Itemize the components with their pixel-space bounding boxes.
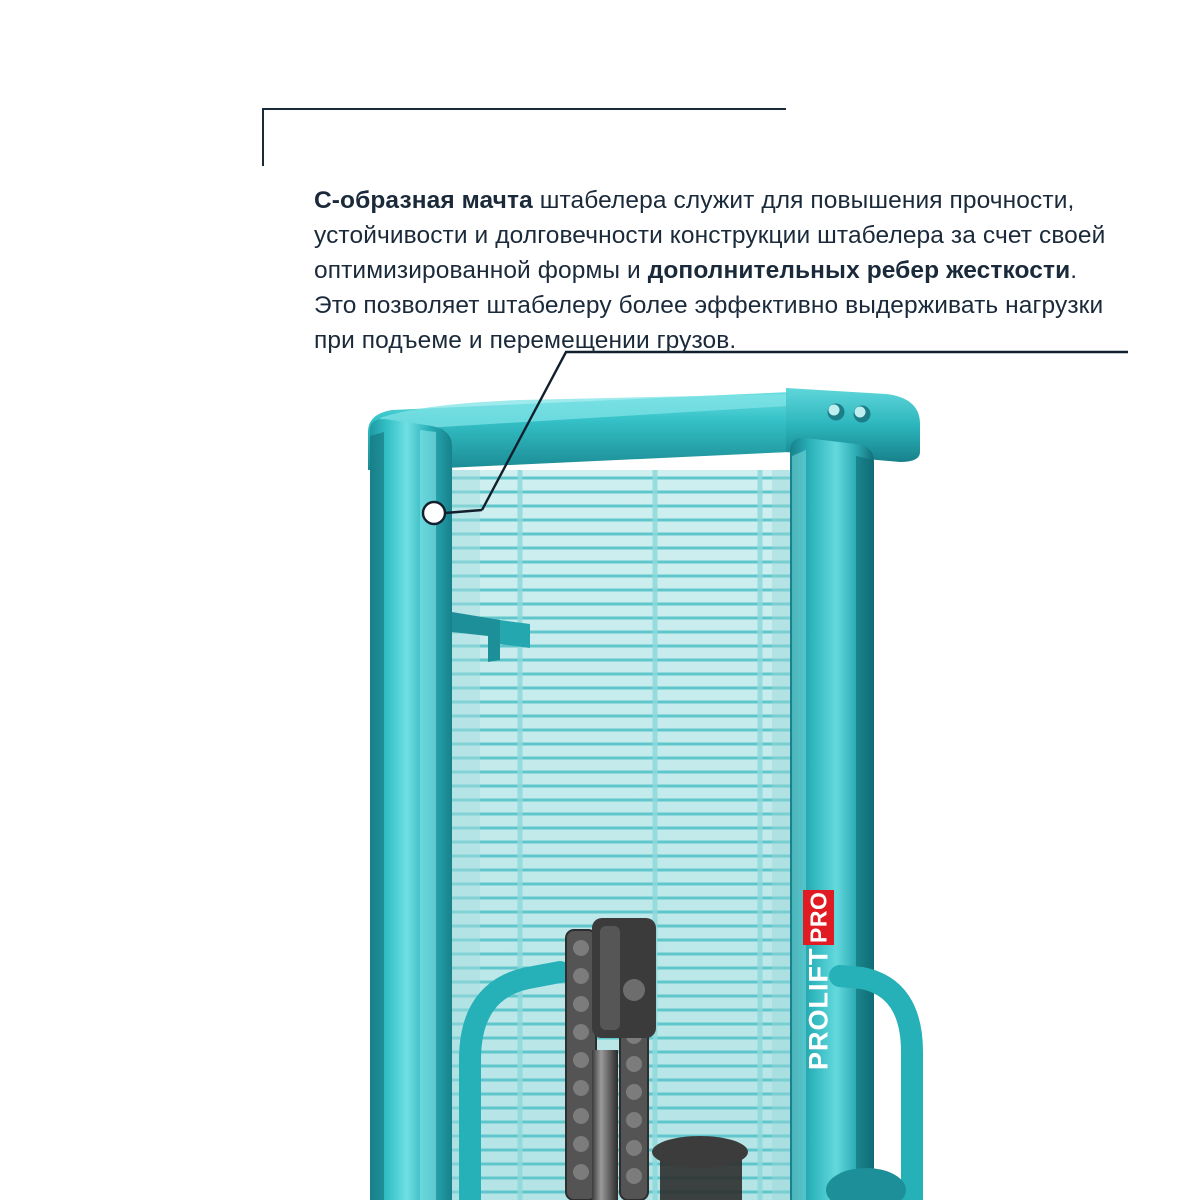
brand-name: PROLIFT bbox=[803, 947, 834, 1070]
brand-badge bbox=[796, 770, 842, 1070]
callout-text-part-2: штабелера служит для повышения прочности, устойчивости и долговечности конструкции штабелера за счет своей оптимизированной формы и bbox=[314, 186, 1106, 284]
callout-lead-term: C-образная мачта bbox=[314, 186, 533, 214]
callout-left-rule bbox=[262, 108, 264, 166]
callout-text-part-3: . Это позволяет штабелеру более эффективно выдерживать нагрузки при подъеме и перемещении грузов. bbox=[314, 256, 1104, 354]
callout-top-rule bbox=[262, 108, 786, 110]
callout-bold-term-2: дополнительных ребер жесткости bbox=[647, 256, 1071, 284]
brand-suffix: PRO bbox=[804, 890, 835, 945]
callout-paragraph bbox=[314, 183, 1124, 358]
hydraulic-rod bbox=[592, 1050, 618, 1200]
